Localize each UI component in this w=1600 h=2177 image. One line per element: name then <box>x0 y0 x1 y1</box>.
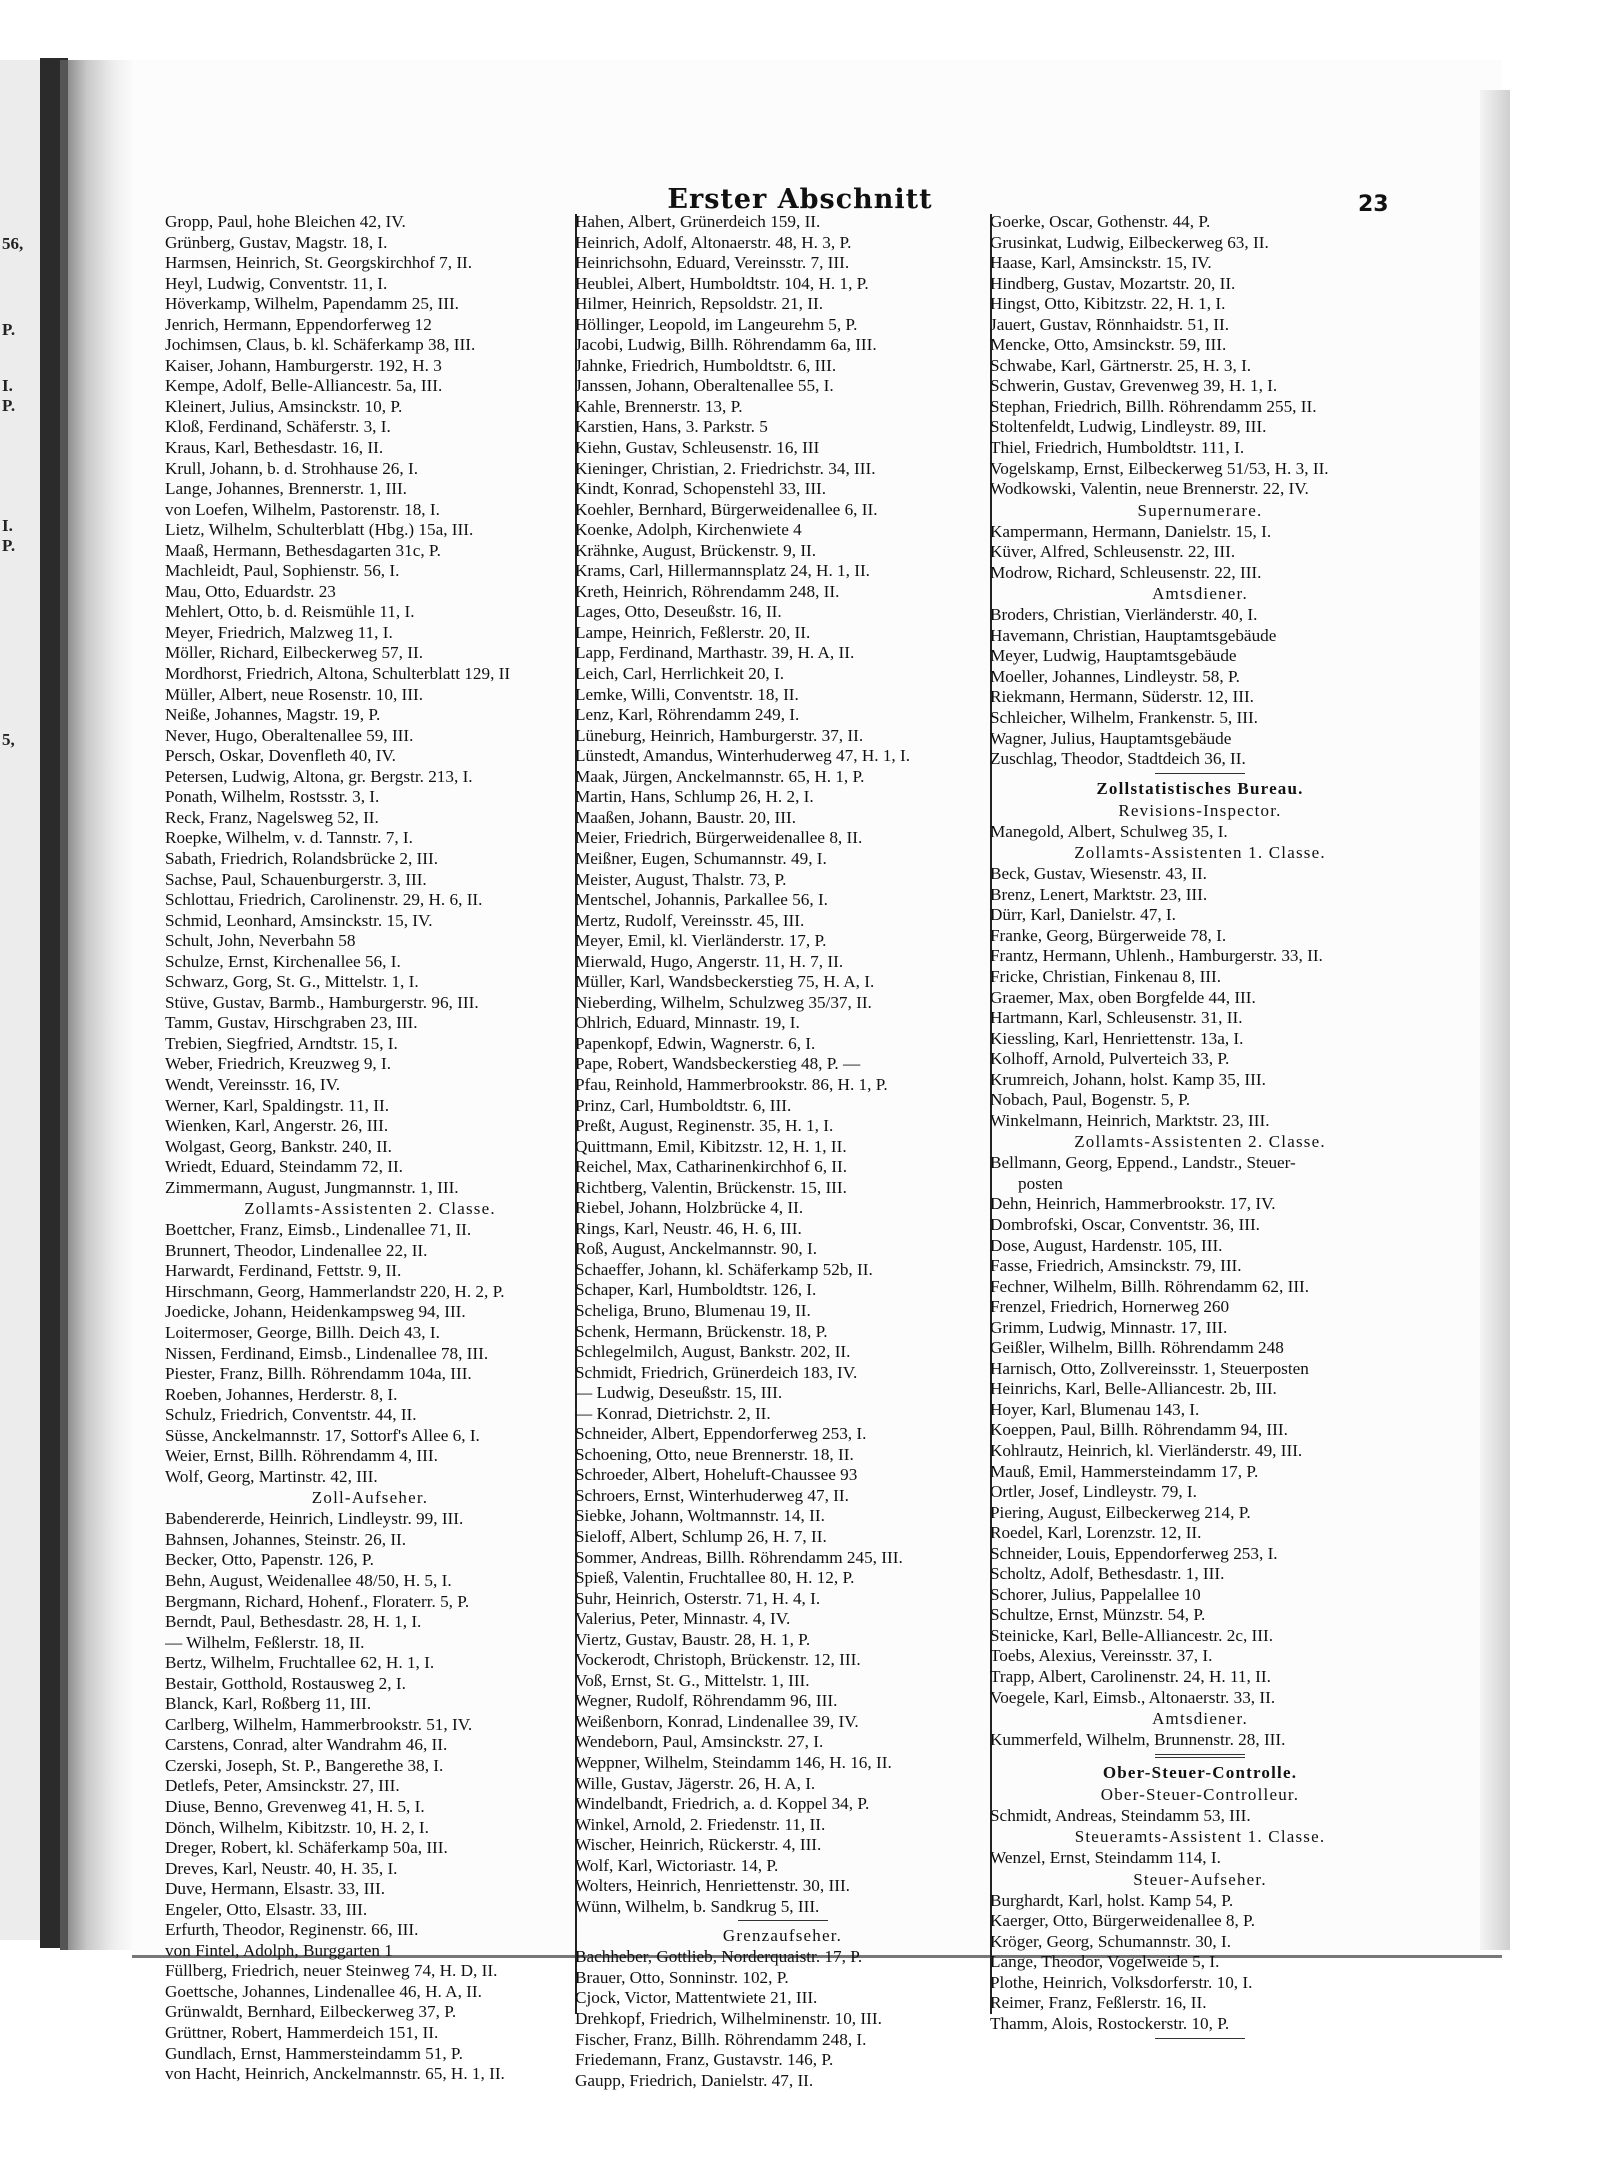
directory-entry: Werner, Karl, Spaldingstr. 11, II. <box>165 1095 390 1115</box>
directory-entry: Krähnke, August, Brückenstr. 9, II. <box>575 540 817 560</box>
directory-entry: Nieberding, Wilhelm, Schulzweg 35/37, II. <box>575 992 872 1012</box>
directory-entry: Wille, Gustav, Jägerstr. 26, H. A, I. <box>575 1773 816 1793</box>
directory-entry: Bellmann, Georg, Eppend., Landstr., Steuer- <box>990 1153 1296 1173</box>
directory-entry: Koehler, Bernhard, Bürgerweidenallee 6, II. <box>575 499 878 519</box>
directory-entry: Fasse, Friedrich, Amsinckstr. 79, III. <box>990 1256 1242 1276</box>
directory-entry: Süsse, Anckelmannstr. 17, Sottorf's Allee 6, I. <box>165 1425 480 1445</box>
directory-entry: Goerke, Oscar, Gothenstr. 44, P. <box>990 212 1211 231</box>
directory-entry: Karstien, Hans, 3. Parkstr. 5 <box>575 417 768 437</box>
gutter-edge <box>60 60 68 1950</box>
prev-page-fragment: P. <box>2 396 16 415</box>
directory-entry: Küver, Alfred, Schleusenstr. 22, III. <box>990 542 1236 562</box>
directory-entry: Lenz, Karl, Röhrendamm 249, I. <box>575 705 800 725</box>
directory-entry: Heinrich, Adolf, Altonaerstr. 48, H. 3, P. <box>575 232 852 252</box>
directory-entry: Wagner, Julius, Hauptamtsgebäude <box>990 728 1232 748</box>
directory-entry: Dreves, Karl, Neustr. 40, H. 35, I. <box>165 1858 398 1878</box>
directory-entry: Loitermoser, George, Billh. Deich 43, I. <box>165 1322 440 1342</box>
directory-entry: Nobach, Paul, Bogenstr. 5, P. <box>990 1090 1191 1110</box>
directory-entry: Havemann, Christian, Hauptamtsgebäude <box>990 625 1277 645</box>
directory-entry: Frantz, Hermann, Uhlenh., Hamburgerstr. 33, II. <box>990 946 1323 966</box>
directory-entry: Stüve, Gustav, Barmb., Hamburgerstr. 96, III. <box>165 992 479 1012</box>
directory-entry: Maak, Jürgen, Anckelmannstr. 65, H. 1, P. <box>575 766 865 786</box>
directory-entry: Heublei, Albert, Humboldtstr. 104, H. 1, P. <box>575 273 869 293</box>
directory-entry: Schroeder, Albert, Hoheluft-Chaussee 93 <box>575 1465 858 1485</box>
section-heading: Revisions-Inspector. <box>1118 800 1282 820</box>
directory-entry: Schwabe, Karl, Gärtnerstr. 25, H. 3, I. <box>990 355 1252 375</box>
directory-entry: Thiel, Friedrich, Humboldtstr. 111, I. <box>990 438 1245 458</box>
directory-entry: Ohlrich, Eduard, Minnastr. 19, I. <box>575 1013 800 1033</box>
directory-entry: Harwardt, Ferdinand, Fettstr. 9, II. <box>165 1261 402 1281</box>
directory-entry: Behn, August, Weidenallee 48/50, H. 5, I. <box>165 1571 452 1590</box>
directory-entry: Dönch, Wilhelm, Kibitzstr. 10, H. 2, I. <box>165 1817 429 1837</box>
directory-entry: Trapp, Albert, Carolinenstr. 24, H. 11, II. <box>990 1667 1271 1686</box>
directory-entry: Möller, Richard, Eilbeckerweg 57, II. <box>165 643 423 663</box>
section-heading: Zollstatistisches Bureau. <box>1096 778 1304 798</box>
prev-page-fragment: I. <box>2 516 13 535</box>
directory-entry: Manegold, Albert, Schulweg 35, I. <box>990 821 1228 841</box>
directory-entry: Roeben, Johannes, Herderstr. 8, I. <box>165 1384 398 1404</box>
left-column <box>165 212 575 2085</box>
section-heading: Ober-Steuer-Controlle. <box>1102 1762 1298 1782</box>
directory-entry: Frenzel, Friedrich, Hornerweg 260 <box>990 1297 1230 1317</box>
directory-entry: Fricke, Christian, Finkenau 8, III. <box>990 966 1222 986</box>
directory-entry: Lange, Theodor, Vogelweide 5, I. <box>990 1952 1220 1972</box>
directory-entry: Zuschlag, Theodor, Stadtdeich 36, II. <box>990 749 1246 769</box>
directory-entry: Schulz, Friedrich, Conventstr. 44, II. <box>165 1405 417 1425</box>
directory-entry: Müller, Albert, neue Rosenstr. 10, III. <box>165 684 424 704</box>
directory-entry: Hirschmann, Georg, Hammerlandstr 220, H. 2, P. <box>165 1281 505 1301</box>
directory-entry: Engeler, Otto, Elsastr. 33, III. <box>165 1899 368 1919</box>
directory-entry: Wodkowski, Valentin, neue Brennerstr. 22, IV. <box>990 479 1309 499</box>
directory-entry: Weißenborn, Konrad, Lindenallee 39, IV. <box>575 1711 859 1731</box>
directory-entry: Hingst, Otto, Kibitzstr. 22, H. 1, I. <box>990 294 1226 314</box>
section-heading: Supernumerare. <box>1137 500 1263 520</box>
book-gutter <box>68 60 132 1950</box>
directory-entry: Duve, Hermann, Elsastr. 33, III. <box>165 1879 386 1899</box>
directory-entry: Moeller, Johannes, Lindleystr. 58, P. <box>990 666 1240 686</box>
directory-entry: Trebien, Siegfried, Arndtstr. 15, I. <box>165 1033 398 1053</box>
directory-entry: Spieß, Valentin, Fruchtallee 80, H. 12, P. <box>575 1568 855 1588</box>
directory-entry: Piering, August, Eilbeckerweg 214, P. <box>990 1502 1251 1522</box>
directory-entry: Mehlert, Otto, b. d. Reismühle 11, I. <box>165 602 415 622</box>
directory-entry: Jauert, Gustav, Rönnhaidstr. 51, II. <box>990 314 1229 334</box>
directory-entry: Schaper, Karl, Humboldtstr. 126, I. <box>575 1280 817 1300</box>
directory-entry: Bestair, Gotthold, Rostausweg 2, I. <box>165 1673 406 1693</box>
directory-entry: Schwarz, Gorg, St. G., Mittelstr. 1, I. <box>165 972 419 992</box>
directory-entry: Geißler, Wilhelm, Billh. Röhrendamm 248 <box>990 1338 1284 1358</box>
directory-entry: Becker, Otto, Papenstr. 126, P. <box>165 1550 374 1570</box>
directory-entry: Gundlach, Ernst, Hammersteindamm 51, P. <box>165 2043 463 2063</box>
directory-entry: Lünstedt, Amandus, Winterhuderweg 47, H. 1, I. <box>575 746 911 766</box>
directory-entry: Petersen, Ludwig, Altona, gr. Bergstr. 213, I. <box>165 766 473 786</box>
directory-entry: Haase, Karl, Amsinckstr. 15, IV. <box>990 253 1212 273</box>
directory-entry: Broders, Christian, Vierländerstr. 40, I. <box>990 605 1258 625</box>
directory-entry: Dombrofski, Oscar, Conventstr. 36, III. <box>990 1214 1260 1234</box>
directory-entry: Kummerfeld, Wilhelm, Brunnenstr. 28, III. <box>990 1730 1286 1750</box>
directory-entry: Jacobi, Ludwig, Billh. Röhrendamm 6a, III. <box>575 335 877 355</box>
directory-entry: Piester, Franz, Billh. Röhrendamm 104a, III. <box>165 1364 472 1384</box>
directory-entry: Toebs, Alexius, Vereinsstr. 37, I. <box>990 1646 1213 1666</box>
directory-entry: Wienken, Karl, Angerstr. 26, III. <box>165 1116 389 1136</box>
directory-entry: Mentschel, Johannis, Parkallee 56, I. <box>575 890 828 910</box>
prev-page-fragment: P. <box>2 536 16 555</box>
directory-entry: Wolters, Heinrich, Henriettenstr. 30, III. <box>575 1876 850 1896</box>
directory-entry: Richtberg, Valentin, Brückenstr. 15, III. <box>575 1177 847 1197</box>
directory-entry: Koenke, Adolph, Kirchenwiete 4 <box>575 520 802 540</box>
directory-entry: Rings, Karl, Neustr. 46, H. 6, III. <box>575 1218 802 1238</box>
directory-entry: Kleinert, Julius, Amsinckstr. 10, P. <box>165 396 403 416</box>
directory-entry: Jochimsen, Claus, b. kl. Schäferkamp 38, III. <box>165 335 476 355</box>
directory-entry: Kiehn, Gustav, Schleusenstr. 16, III <box>575 438 820 458</box>
directory-entry: — Konrad, Dietrichstr. 2, II. <box>575 1403 771 1423</box>
directory-entry: Reimer, Franz, Feßlerstr. 16, II. <box>990 1993 1207 2013</box>
directory-entry: Heyl, Ludwig, Conventstr. 11, I. <box>165 273 388 293</box>
directory-entry: Meyer, Emil, kl. Vierländerstr. 17, P. <box>575 931 827 951</box>
middle-column <box>575 212 990 2091</box>
directory-entry: Lange, Johannes, Brennerstr. 1, III. <box>165 479 407 499</box>
directory-entry: Tamm, Gustav, Hirschgraben 23, III. <box>165 1013 418 1033</box>
directory-entry: Thamm, Alois, Rostockerstr. 10, P. <box>990 2014 1230 2034</box>
directory-entry: Vockerodt, Christoph, Brückenstr. 12, III. <box>575 1650 861 1670</box>
prev-page-fragment: I. <box>2 376 13 395</box>
directory-entry: Grünberg, Gustav, Magstr. 18, I. <box>165 232 388 252</box>
directory-entry: Reichel, Max, Catharinenkirchhof 6, II. <box>575 1157 848 1177</box>
directory-entry: Meister, August, Thalstr. 73, P. <box>575 869 787 889</box>
section-heading: Ober-Steuer-Controlleur. <box>1100 1784 1300 1804</box>
directory-entry: Krull, Johann, b. d. Strohhause 26, I. <box>165 458 419 478</box>
directory-entry: Wegner, Rudolf, Röhrendamm 96, III. <box>575 1691 838 1711</box>
directory-entry: Weppner, Wilhelm, Steindamm 146, H. 16, II. <box>575 1753 892 1773</box>
directory-entry: Krumreich, Johann, holst. Kamp 35, III. <box>990 1069 1266 1089</box>
right-column <box>990 212 1410 2043</box>
directory-entry: Mierwald, Hugo, Angerstr. 11, H. 7, II. <box>575 951 844 971</box>
directory-entry: Scheliga, Bruno, Blumenau 19, II. <box>575 1300 811 1320</box>
directory-entry: Harmsen, Heinrich, St. Georgskirchhof 7, II. <box>165 253 473 273</box>
directory-entry: Roepke, Wilhelm, v. d. Tannstr. 7, I. <box>165 828 413 848</box>
directory-entry: Winkelmann, Heinrich, Marktstr. 23, III. <box>990 1110 1270 1130</box>
directory-entry: Lampe, Heinrich, Feßlerstr. 20, II. <box>575 622 811 642</box>
directory-entry: Valerius, Peter, Minnastr. 4, IV. <box>575 1609 791 1629</box>
directory-entry: Schoening, Otto, neue Brennerstr. 18, II. <box>575 1444 854 1464</box>
directory-entry: Machleidt, Paul, Sophienstr. 56, I. <box>165 561 400 581</box>
directory-entry: Brenz, Lenert, Marktstr. 23, III. <box>990 884 1208 904</box>
directory-entry: Lüneburg, Heinrich, Hamburgerstr. 37, II. <box>575 725 864 745</box>
directory-entry: Meier, Friedrich, Bürgerweidenallee 8, II. <box>575 828 863 848</box>
section-heading: Zollamts-Assistenten 2. Classe. <box>244 1199 496 1219</box>
directory-entry: Carlberg, Wilhelm, Hammerbrookstr. 51, IV. <box>165 1714 473 1734</box>
directory-entry: Diuse, Benno, Grevenweg 41, H. 5, I. <box>165 1797 425 1817</box>
directory-entry: Cjock, Victor, Mattentwiete 21, III. <box>575 1988 818 2008</box>
directory-entry: Wünn, Wilhelm, b. Sandkrug 5, III. <box>575 1896 820 1916</box>
directory-entry: Plothe, Heinrich, Volksdorferstr. 10, I. <box>990 1972 1253 1992</box>
directory-entry: Hindberg, Gustav, Mozartstr. 20, II. <box>990 273 1236 293</box>
directory-entry: Kreth, Heinrich, Röhrendamm 248, II. <box>575 581 840 601</box>
directory-entry: Berndt, Paul, Bethesdastr. 28, H. 1, I. <box>165 1612 422 1632</box>
directory-entry: Bergmann, Richard, Hohenf., Floraterr. 5, P. <box>165 1591 470 1611</box>
directory-entry: Schlottau, Friedrich, Carolinenstr. 29, H. 6, II. <box>165 890 483 910</box>
directory-entry: Grünwaldt, Bernhard, Eilbeckerweg 37, P. <box>165 2002 457 2022</box>
directory-entry: Fechner, Wilhelm, Billh. Röhrendamm 62, III. <box>990 1276 1310 1296</box>
directory-entry: Riebel, Johann, Holzbrücke 4, II. <box>575 1198 804 1218</box>
directory-entry: Maaßen, Johann, Baustr. 20, III. <box>575 807 797 827</box>
section-heading: Steuer-Aufseher. <box>1133 1869 1267 1889</box>
directory-entry: Drehkopf, Friedrich, Wilhelminenstr. 10, III. <box>575 2009 882 2029</box>
directory-entry: Preßt, August, Reginenstr. 35, H. 1, I. <box>575 1116 834 1136</box>
directory-entry: Schleicher, Wilhelm, Frankenstr. 5, III. <box>990 708 1258 728</box>
section-heading: Steueramts-Assistent 1. Classe. <box>1074 1827 1326 1847</box>
directory-entry: Müller, Karl, Wandsbeckerstieg 75, H. A, I. <box>575 972 875 992</box>
directory-entry: Winkel, Arnold, 2. Friedenstr. 11, II. <box>575 1814 826 1834</box>
directory-entry: Kohlrautz, Heinrich, kl. Vierländerstr. 49, III. <box>990 1440 1303 1460</box>
directory-entry: Bertz, Wilhelm, Fruchtallee 62, H. 1, I. <box>165 1653 435 1673</box>
directory-entry: Joedicke, Johann, Heidenkampsweg 94, III. <box>165 1302 466 1322</box>
directory-entry: Suhr, Heinrich, Osterstr. 71, H. 4, I. <box>575 1588 821 1608</box>
directory-entry: Dehn, Heinrich, Hammerbrookstr. 17, IV. <box>990 1194 1276 1214</box>
directory-entry: Dreger, Robert, kl. Schäferkamp 50a, III. <box>165 1838 448 1858</box>
directory-entry: Höverkamp, Wilhelm, Papendamm 25, III. <box>165 294 459 314</box>
directory-entry: Sachse, Paul, Schauenburgerstr. 3, III. <box>165 869 427 889</box>
directory-entry: Wriedt, Eduard, Steindamm 72, II. <box>165 1157 403 1177</box>
directory-entry: Mordhorst, Friedrich, Altona, Schulterblatt 129, II <box>165 664 511 684</box>
section-heading: Zollamts-Assistenten 1. Classe. <box>1074 843 1326 863</box>
directory-entry: Leich, Carl, Herrlichkeit 20, I. <box>575 664 785 684</box>
directory-entry: Grimm, Ludwig, Minnastr. 17, III. <box>990 1317 1228 1337</box>
directory-entry: Sabath, Friedrich, Rolandsbrücke 2, III. <box>165 848 439 868</box>
directory-entry: Maaß, Hermann, Bethesdagarten 31c, P. <box>165 540 441 560</box>
directory-entry: Lietz, Wilhelm, Schulterblatt (Hbg.) 15a, III. <box>165 520 474 540</box>
directory-entry: Schmid, Leonhard, Amsinckstr. 15, IV. <box>165 910 433 930</box>
directory-entry: Mauß, Emil, Hammersteindamm 17, P. <box>990 1461 1259 1481</box>
directory-entry: Sieloff, Albert, Schlump 26, H. 7, II. <box>575 1527 827 1546</box>
directory-entry: Lapp, Ferdinand, Marthastr. 39, H. A, II. <box>575 643 855 663</box>
directory-entry: Wolf, Georg, Martinstr. 42, III. <box>165 1466 378 1486</box>
directory-entry: Boettcher, Franz, Eimsb., Lindenallee 71, II. <box>165 1220 472 1240</box>
directory-entry: Lemke, Willi, Conventstr. 18, II. <box>575 684 799 704</box>
directory-entry: Franke, Georg, Bürgerweide 78, I. <box>990 925 1227 945</box>
directory-entry: Persch, Oskar, Dovenfleth 40, IV. <box>165 746 396 766</box>
directory-entry: Roß, August, Anckelmannstr. 90, I. <box>575 1239 818 1259</box>
directory-entry: Wendt, Vereinsstr. 16, IV. <box>165 1074 341 1094</box>
directory-entry: Harnisch, Otto, Zollvereinsstr. 1, Steuerposten <box>990 1358 1309 1378</box>
directory-entry: Kahle, Brennerstr. 13, P. <box>575 396 743 416</box>
directory-entry: Sommer, Andreas, Billh. Röhrendamm 245, III. <box>575 1547 903 1567</box>
directory-entry: Lages, Otto, Deseußstr. 16, II. <box>575 602 782 622</box>
directory-entry: Schneider, Albert, Eppendorferweg 253, I. <box>575 1424 867 1444</box>
directory-entry: Blanck, Karl, Roßberg 11, III. <box>165 1694 372 1714</box>
directory-entry: Brunnert, Theodor, Lindenallee 22, II. <box>165 1240 428 1260</box>
directory-entry: Gaupp, Friedrich, Danielstr. 47, II. <box>575 2070 814 2090</box>
directory-entry: Schenk, Hermann, Brückenstr. 18, P. <box>575 1321 828 1341</box>
directory-entry: Kempe, Adolf, Belle-Alliancestr. 5a, III. <box>165 376 443 396</box>
directory-entry: Burghardt, Karl, holst. Kamp 54, P. <box>990 1890 1234 1910</box>
directory-entry: Schorer, Julius, Pappelallee 10 <box>990 1584 1201 1604</box>
directory-entry: Meyer, Ludwig, Hauptamtsgebäude <box>990 646 1237 666</box>
directory-entry: Kaiser, Johann, Hamburgerstr. 192, H. 3 <box>165 355 442 375</box>
directory-entry: Modrow, Richard, Schleusenstr. 22, III. <box>990 562 1262 582</box>
directory-entry: — Ludwig, Deseußstr. 15, III. <box>575 1383 783 1403</box>
directory-entry: Pfau, Reinhold, Hammerbrookstr. 86, H. 1, P. <box>575 1074 888 1094</box>
directory-entry: Roedel, Karl, Lorenzstr. 12, II. <box>990 1523 1202 1543</box>
directory-entry: Graemer, Max, oben Borgfelde 44, III. <box>990 987 1256 1007</box>
directory-entry: Mau, Otto, Eduardstr. 23 <box>165 581 336 601</box>
directory-entry: Kolhoff, Arnold, Pulverteich 33, P. <box>990 1049 1230 1069</box>
directory-entry: Wendeborn, Paul, Amsinckstr. 27, I. <box>575 1732 824 1752</box>
directory-entry: Janssen, Johann, Oberaltenallee 55, I. <box>575 376 834 396</box>
directory-entry: Brauer, Otto, Sonninstr. 102, P. <box>575 1967 789 1987</box>
directory-entry: Heinrichs, Karl, Belle-Alliancestr. 2b, III. <box>990 1379 1277 1399</box>
directory-entry: Jahnke, Friedrich, Humboldtstr. 6, III. <box>575 355 837 375</box>
directory-entry: posten <box>1018 1173 1063 1193</box>
directory-entry: Stephan, Friedrich, Billh. Röhrendamm 255, II. <box>990 396 1317 416</box>
directory-entry: Schwerin, Gustav, Grevenweg 39, H. 1, I. <box>990 376 1278 396</box>
directory-entry: Weber, Friedrich, Kreuzweg 9, I. <box>165 1054 392 1074</box>
prev-page-fragment: 5, <box>2 730 15 749</box>
directory-entry: Kieninger, Christian, 2. Friedrichstr. 34, III. <box>575 458 876 478</box>
directory-entry: Kampermann, Hermann, Danielstr. 15, I. <box>990 521 1272 541</box>
section-separator <box>738 1920 828 1921</box>
directory-entry: Neiße, Johannes, Magstr. 19, P. <box>165 705 381 725</box>
directory-entry: Carstens, Conrad, alter Wandrahm 46, II. <box>165 1735 448 1755</box>
directory-entry: Dürr, Karl, Danielstr. 47, I. <box>990 905 1176 925</box>
directory-entry: von Hacht, Heinrich, Anckelmannstr. 65, H. 1, II. <box>165 2064 505 2084</box>
directory-entry: Bahnsen, Johannes, Steinstr. 26, II. <box>165 1529 407 1549</box>
directory-entry: Martin, Hans, Schlump 26, H. 2, I. <box>575 787 814 807</box>
directory-entry: Schlegelmilch, August, Bankstr. 202, II. <box>575 1342 851 1362</box>
directory-entry: Stoltenfeldt, Ludwig, Lindleystr. 89, III. <box>990 417 1267 437</box>
directory-entry: Krams, Carl, Hillermannsplatz 24, H. 1, II. <box>575 561 870 581</box>
directory-entry: Nissen, Ferdinand, Eimsb., Lindenallee 78, III. <box>165 1343 489 1363</box>
directory-entry: Weier, Ernst, Billh. Röhrendamm 4, III. <box>165 1446 438 1466</box>
directory-entry: Hoyer, Karl, Blumenau 143, I. <box>990 1399 1200 1419</box>
section-heading: Zoll-Aufseher. <box>311 1488 429 1508</box>
directory-entry: Czerski, Joseph, St. P., Bangerethe 38, I. <box>165 1755 444 1775</box>
directory-entry: Mencke, Otto, Amsinckstr. 59, III. <box>990 335 1227 355</box>
section-separator <box>1155 773 1245 774</box>
directory-entry: Schneider, Louis, Eppendorferweg 253, I. <box>990 1543 1278 1563</box>
directory-entry: Schmidt, Andreas, Steindamm 53, III. <box>990 1805 1251 1825</box>
directory-entry: Schmidt, Friedrich, Grünerdeich 183, IV. <box>575 1362 858 1382</box>
directory-entry: Friedemann, Franz, Gustavstr. 146, P. <box>575 2050 834 2070</box>
directory-entry: Windelbandt, Friedrich, a. d. Koppel 34, P. <box>575 1794 870 1814</box>
directory-entry: Siebke, Johann, Woltmannstr. 14, II. <box>575 1506 825 1526</box>
directory-entry: Erfurth, Theodor, Reginenstr. 66, III. <box>165 1920 419 1940</box>
directory-entry: Hilmer, Heinrich, Repsoldstr. 21, II. <box>575 294 824 314</box>
page-title: Erster Abschnitt <box>667 184 933 215</box>
directory-entry: Heinrichsohn, Eduard, Vereinsstr. 7, III. <box>575 253 850 273</box>
directory-entry: Ortler, Josef, Lindleystr. 79, I. <box>990 1482 1197 1502</box>
directory-entry: Meyer, Friedrich, Malzweg 11, I. <box>165 622 393 642</box>
directory-entry: Dose, August, Hardenstr. 105, III. <box>990 1235 1223 1255</box>
directory-entry: Zimmermann, August, Jungmannstr. 1, III. <box>165 1177 459 1197</box>
directory-entry: Fischer, Franz, Billh. Röhrendamm 248, I. <box>575 2029 867 2049</box>
page-shadow <box>1480 90 1510 1950</box>
directory-entry: Ponath, Wilhelm, Rostsstr. 3, I. <box>165 787 380 807</box>
directory-entry: Quittmann, Emil, Kibitzstr. 12, H. 1, II. <box>575 1136 847 1156</box>
directory-entry: Hahen, Albert, Grünerdeich 159, II. <box>575 212 821 231</box>
section-separator <box>1155 2038 1245 2039</box>
directory-entry: Schultze, Ernst, Münzstr. 54, P. <box>990 1605 1206 1625</box>
directory-entry: von Loefen, Wilhelm, Pastorenstr. 18, I. <box>165 499 440 519</box>
directory-entry: Viertz, Gustav, Baustr. 28, H. 1, P. <box>575 1629 811 1649</box>
directory-entry: Goettsche, Johannes, Lindenallee 46, H. A, II. <box>165 1981 482 2001</box>
directory-entry: Höllinger, Leopold, im Langeurehm 5, P. <box>575 314 858 334</box>
directory-entry: Reck, Franz, Nagelsweg 52, II. <box>165 807 379 827</box>
section-heading: Grenzaufseher. <box>722 1926 843 1946</box>
section-heading: Amtsdiener. <box>1152 1709 1248 1729</box>
directory-entry: Grüttner, Robert, Hammerdeich 151, II. <box>165 2023 439 2043</box>
section-heading: Zollamts-Assistenten 2. Classe. <box>1074 1132 1326 1152</box>
directory-entry: Gropp, Paul, hohe Bleichen 42, IV. <box>165 212 406 231</box>
directory-entry: Füllberg, Friedrich, neuer Steinweg 74, H. D, II. <box>165 1961 498 1981</box>
directory-entry: Never, Hugo, Oberaltenallee 59, III. <box>165 725 414 745</box>
directory-entry: Grusinkat, Ludwig, Eilbeckerweg 63, II. <box>990 232 1269 252</box>
directory-entry: Wolf, Karl, Wictoriastr. 14, P. <box>575 1855 779 1875</box>
directory-entry: Babendererde, Heinrich, Lindleystr. 99, III. <box>165 1509 464 1529</box>
directory-entry: Riekmann, Hermann, Süderstr. 12, III. <box>990 687 1254 707</box>
directory-entry: Kröger, Georg, Schumannstr. 30, I. <box>990 1931 1232 1951</box>
directory-entry: Scholtz, Adolf, Bethesdastr. 1, III. <box>990 1564 1225 1584</box>
directory-entry: Schroers, Ernst, Winterhuderweg 47, II. <box>575 1485 849 1505</box>
directory-entry: Kindt, Konrad, Schopenstehl 33, III. <box>575 479 827 499</box>
directory-entry: Hartmann, Karl, Schleusenstr. 31, II. <box>990 1008 1243 1028</box>
directory-entry: Schaeffer, Johann, kl. Schäferkamp 52b, II. <box>575 1259 873 1279</box>
directory-entry: Wolgast, Georg, Bankstr. 240, II. <box>165 1136 392 1156</box>
directory-entry: Voegele, Karl, Eimsb., Altonaerstr. 33, II. <box>990 1687 1276 1707</box>
directory-entry: von Fintel, Adolph, Burggarten 1 <box>165 1940 393 1960</box>
directory-entry: Schult, John, Neverbahn 58 <box>165 931 356 951</box>
directory-entry: Vogelskamp, Ernst, Eilbeckerweg 51/53, H. 3, II. <box>990 458 1329 478</box>
directory-entry: Wenzel, Ernst, Steindamm 114, I. <box>990 1848 1221 1868</box>
directory-entry: Schulze, Ernst, Kirchenallee 56, I. <box>165 951 401 971</box>
section-heading: Amtsdiener. <box>1152 584 1248 604</box>
directory-entry: Pape, Robert, Wandsbeckerstieg 48, P. — <box>575 1054 861 1074</box>
directory-entry: Meißner, Eugen, Schumannstr. 49, I. <box>575 848 827 868</box>
directory-entry: Wischer, Heinrich, Rückerstr. 4, III. <box>575 1835 822 1855</box>
directory-entry: — Wilhelm, Feßlerstr. 18, II. <box>165 1632 365 1652</box>
directory-entry: Voß, Ernst, St. G., Mittelstr. 1, III. <box>575 1670 810 1690</box>
page-number: 23 <box>1358 192 1389 217</box>
prev-page-fragment: P. <box>2 320 16 339</box>
directory-entry: Papenkopf, Edwin, Wagnerstr. 6, I. <box>575 1033 816 1053</box>
directory-entry: Bachheber, Gottlieb, Norderquaistr. 17, P. <box>575 1947 863 1967</box>
directory-entry: Koeppen, Paul, Billh. Röhrendamm 94, III. <box>990 1420 1288 1440</box>
directory-entry: Kraus, Karl, Bethesdastr. 16, II. <box>165 438 384 458</box>
prev-page-fragment: 56, <box>2 234 24 253</box>
directory-entry: Jenrich, Hermann, Eppendorferweg 12 <box>165 314 432 334</box>
section-separator <box>1155 1754 1245 1758</box>
directory-entry: Kaerger, Otto, Bürgerweidenallee 8, P. <box>990 1911 1256 1931</box>
directory-entry: Detlefs, Peter, Amsinckstr. 27, III. <box>165 1776 400 1796</box>
directory-entry: Mertz, Rudolf, Vereinsstr. 45, III. <box>575 910 805 930</box>
directory-entry: Prinz, Carl, Humboldtstr. 6, III. <box>575 1095 792 1115</box>
directory-entry: Kiessling, Karl, Henriettenstr. 13a, I. <box>990 1028 1244 1048</box>
directory-entry: Beck, Gustav, Wiesenstr. 43, II. <box>990 864 1207 884</box>
directory-entry: Steinicke, Karl, Belle-Alliancestr. 2c, III. <box>990 1625 1274 1645</box>
directory-entry: Kloß, Ferdinand, Schäferstr. 3, I. <box>165 417 391 437</box>
